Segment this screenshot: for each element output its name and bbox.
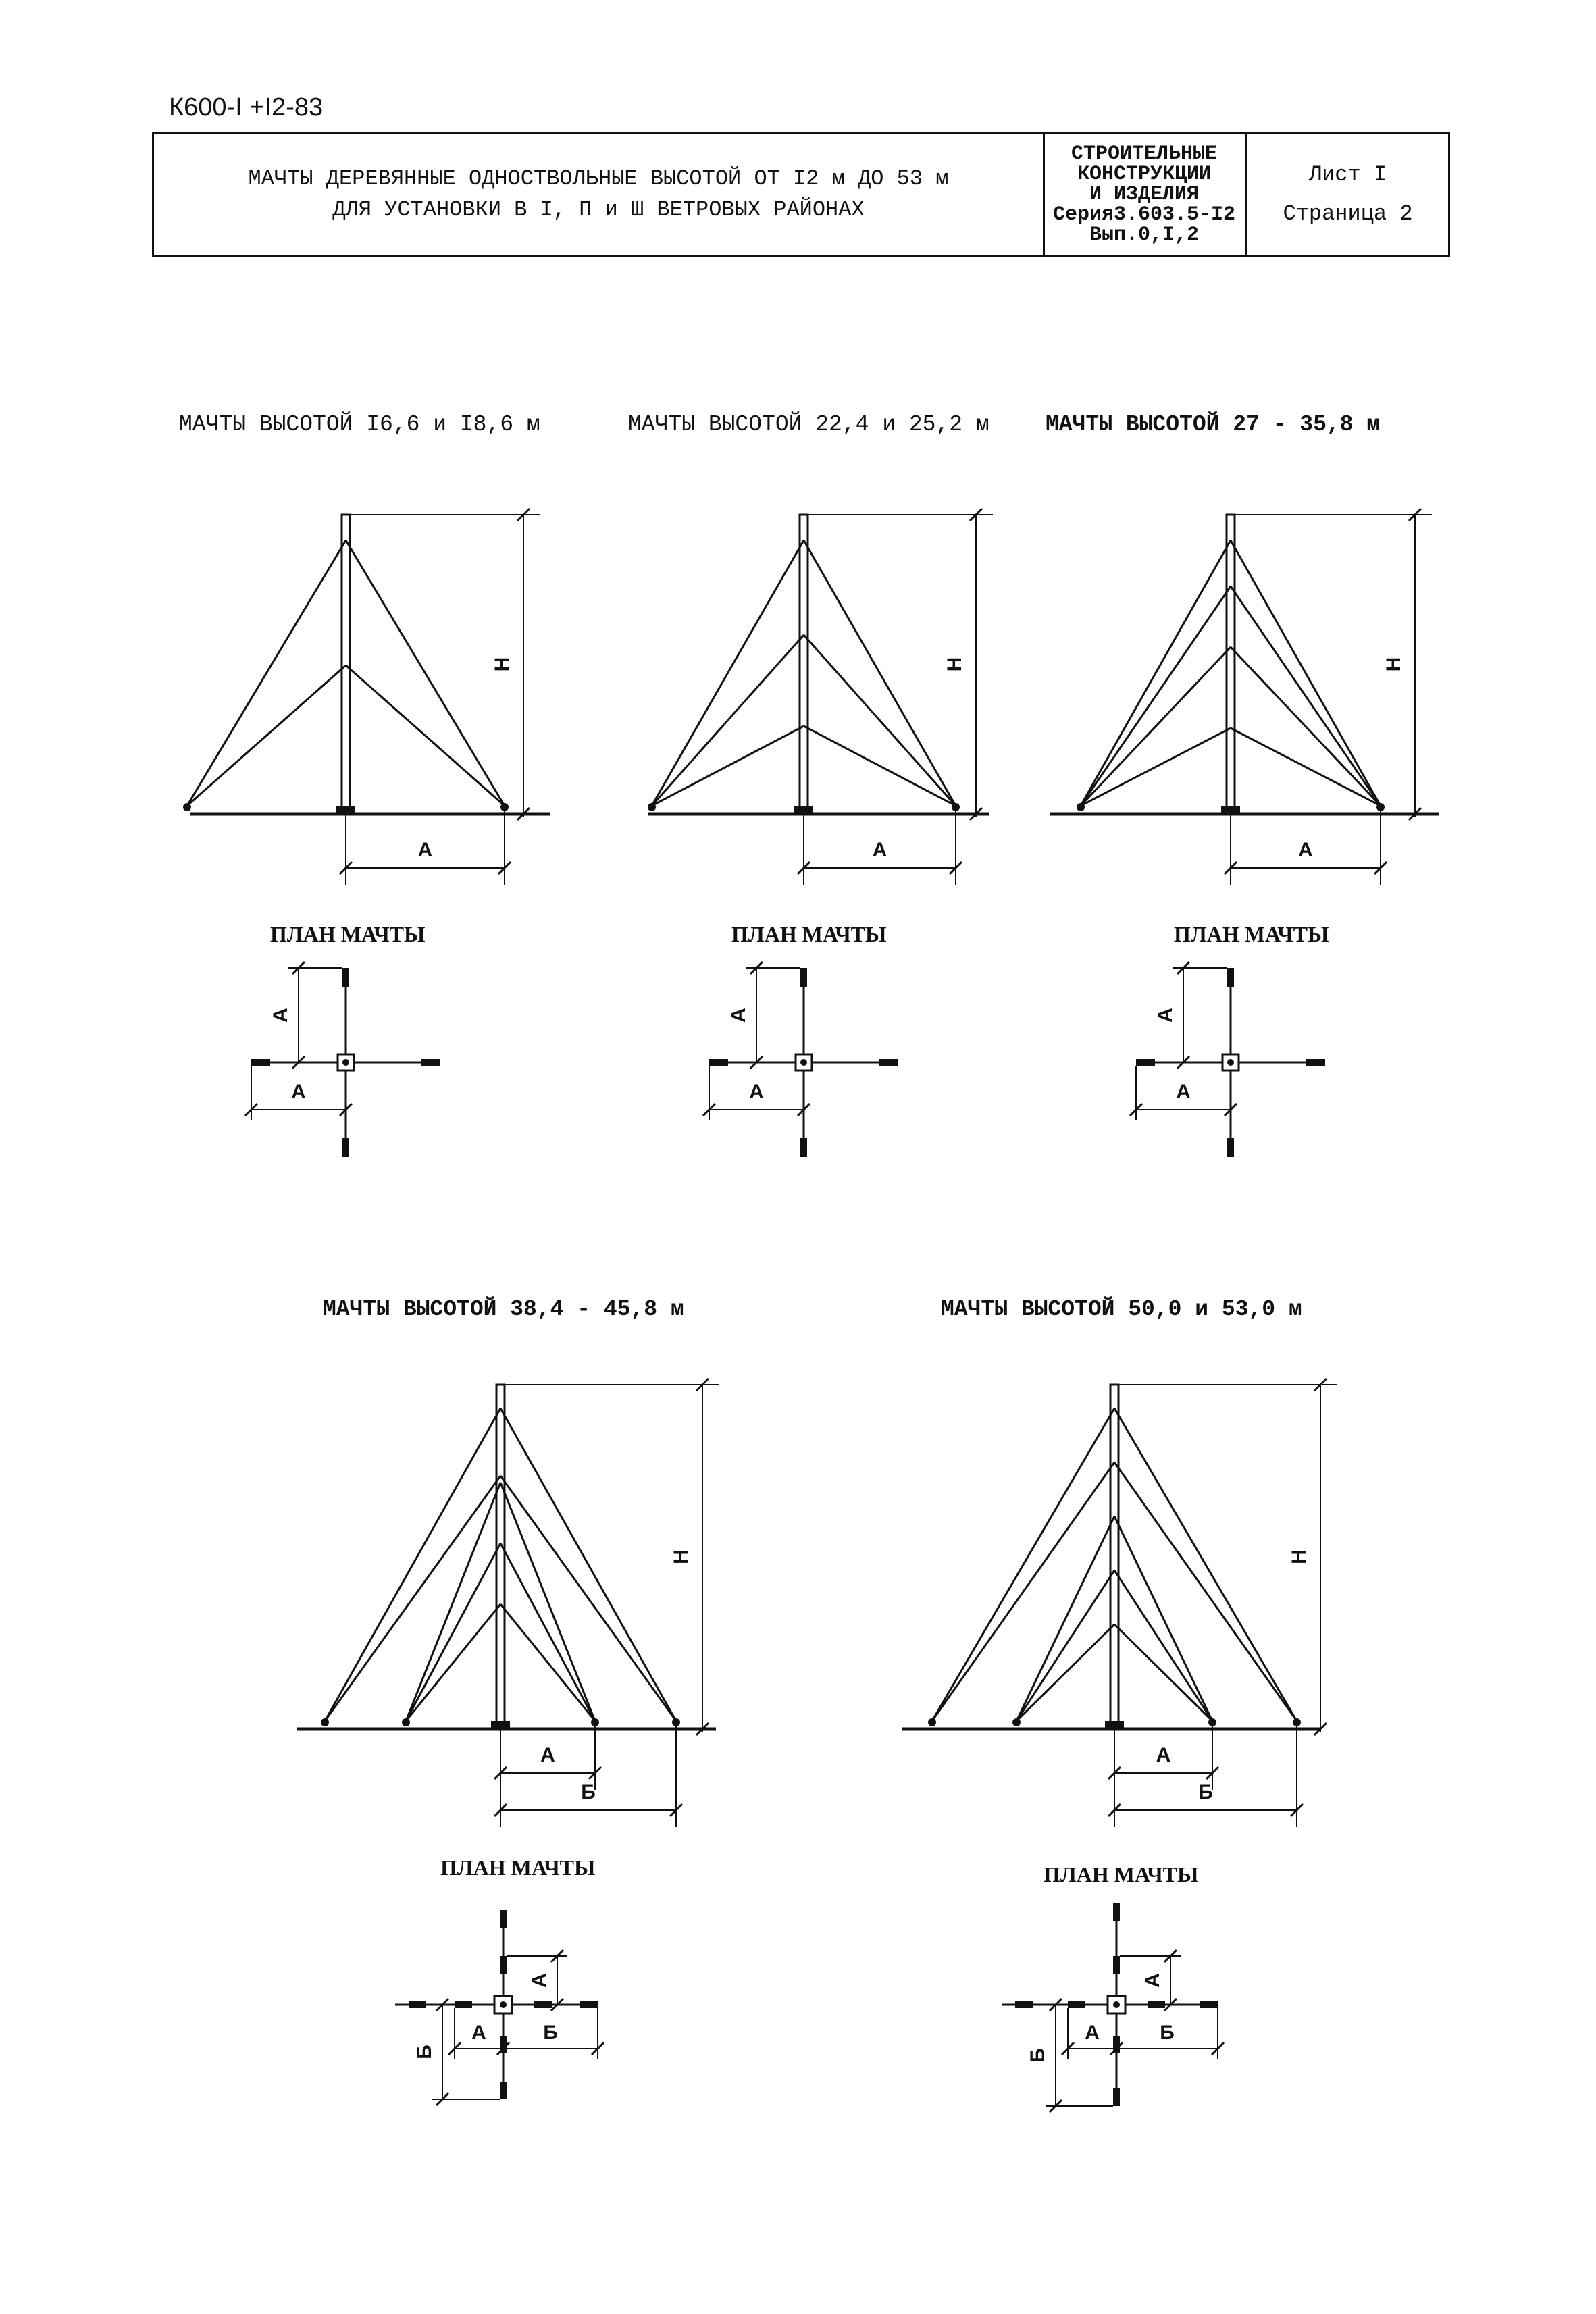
plan-anchor	[800, 1138, 807, 1157]
plan-anchor	[580, 2001, 598, 2008]
guy-wire	[1114, 1516, 1212, 1721]
plan-distance-a-label: А	[527, 1973, 550, 1988]
guy-wire	[1114, 1624, 1212, 1721]
guy-anchor	[402, 1718, 410, 1726]
plan-3-caption: ПЛАН МАЧТЫ	[1174, 922, 1329, 946]
guy-wire	[325, 1408, 500, 1721]
plan-anchor	[1113, 2088, 1120, 2106]
plan-anchor	[709, 1059, 728, 1066]
plan-anchor	[1068, 2001, 1085, 2008]
guy-wire	[932, 1462, 1114, 1721]
plan-distance-a-label: А	[269, 1008, 292, 1023]
plan-distance-a-label: А	[1154, 1008, 1177, 1023]
distance-a-label: А	[417, 838, 433, 861]
plan-anchor	[455, 2001, 472, 2008]
title-line-1: МАЧТЫ ДЕРЕВЯННЫЕ ОДНОСТВОЛЬНЫЕ ВЫСОТОЙ ОТ I2 м ДО 53 м	[248, 165, 949, 191]
plan-anchor	[879, 1059, 898, 1066]
distance-a-label: А	[540, 1743, 555, 1766]
guy-wire	[1231, 647, 1381, 806]
series-line-3: И ИЗДЕЛИЯ	[1089, 182, 1200, 206]
series-line-1: СТРОИТЕЛЬНЫЕ	[1071, 142, 1218, 165]
plan-4-caption: ПЛАН МАЧТЫ	[440, 1855, 596, 1880]
guy-wire	[1231, 586, 1381, 806]
mast-pole	[1227, 515, 1235, 814]
mast-pole	[342, 515, 350, 814]
height-label: H	[1287, 1549, 1310, 1564]
plan-anchor	[421, 1059, 440, 1066]
plan-anchor	[1113, 1903, 1120, 1921]
plan-distance-b-label: Б	[413, 2045, 436, 2059]
height-label: H	[1382, 657, 1405, 672]
plan-anchor	[500, 2082, 507, 2099]
distance-a-label: А	[1298, 838, 1313, 861]
guy-wire	[804, 635, 956, 806]
height-label: H	[490, 657, 513, 672]
plan-distance-a-label: А	[471, 2021, 486, 2044]
series-line-5: Вып.0,I,2	[1089, 223, 1200, 247]
guy-wire	[500, 1604, 595, 1721]
guy-wire	[325, 1476, 500, 1721]
guy-anchor	[672, 1718, 680, 1726]
height-label: H	[669, 1549, 692, 1564]
guy-wire	[500, 1483, 595, 1721]
series-line-4: Серия3.603.5-I2	[1052, 203, 1236, 226]
guy-anchor	[591, 1718, 599, 1726]
distance-b-label: Б	[581, 1780, 596, 1803]
plan-distance-b-label: Б	[1026, 2048, 1049, 2063]
guy-wire	[1016, 1570, 1114, 1721]
guy-wire	[406, 1543, 500, 1721]
plan-2-caption: ПЛАН МАЧТЫ	[731, 922, 887, 946]
plan-1-caption: ПЛАН МАЧТЫ	[270, 922, 426, 946]
distance-a-label: А	[1156, 1743, 1171, 1766]
diagram-1-caption: МАЧТЫ ВЫСОТОЙ I6,6 и I8,6 м	[179, 412, 540, 437]
plan-anchor	[251, 1059, 270, 1066]
plan-anchor	[1200, 2001, 1218, 2008]
plan-anchor	[342, 968, 349, 987]
guy-wire	[187, 540, 346, 806]
plan-anchor	[500, 1910, 507, 1928]
plan-anchor	[534, 2001, 552, 2008]
guy-anchor	[648, 803, 656, 811]
distance-b-label: Б	[1198, 1780, 1213, 1803]
plan-anchor	[1227, 1138, 1234, 1157]
plan-distance-a-label: А	[1141, 1973, 1164, 1988]
mast-pole	[800, 515, 808, 814]
diagram-5-caption: МАЧТЫ ВЫСОТОЙ 50,0 и 53,0 м	[941, 1297, 1302, 1322]
mast-base	[794, 806, 813, 814]
plan-anchor	[1227, 968, 1234, 987]
plan-anchor	[1136, 1059, 1155, 1066]
guy-wire	[500, 1476, 676, 1721]
plan-distance-a-label: А	[749, 1080, 764, 1103]
distance-a-label: А	[872, 838, 887, 861]
diagram-2-caption: МАЧТЫ ВЫСОТОЙ 22,4 и 25,2 м	[628, 412, 989, 437]
guy-anchor	[321, 1718, 329, 1726]
mast-base	[491, 1721, 510, 1729]
guy-anchor	[1077, 803, 1085, 811]
plan-mast-center	[342, 1059, 349, 1066]
guy-anchor	[183, 803, 191, 811]
plan-anchor	[342, 1138, 349, 1157]
mast-pole	[496, 1385, 505, 1729]
guy-anchor	[1293, 1718, 1301, 1726]
mast-pole	[1110, 1385, 1118, 1729]
plan-mast-center	[800, 1059, 807, 1066]
height-label: H	[943, 657, 966, 672]
guy-wire	[500, 1543, 595, 1721]
plan-distance-a-label: А	[1176, 1080, 1191, 1103]
guy-anchor	[952, 803, 960, 811]
guy-anchor	[928, 1718, 936, 1726]
guy-wire	[187, 665, 346, 806]
plan-anchor	[1113, 1956, 1120, 1974]
guy-wire	[1081, 647, 1231, 806]
guy-wire	[406, 1483, 500, 1721]
series-line-2: КОНСТРУКЦИИ	[1077, 162, 1212, 186]
mast-base	[1221, 806, 1240, 814]
plan-mast-center	[1113, 2001, 1120, 2008]
mast-base	[1105, 1721, 1124, 1729]
guy-wire	[346, 540, 505, 806]
plan-distance-b-label: Б	[543, 2021, 558, 2044]
guy-wire	[652, 635, 804, 806]
plan-anchor	[1015, 2001, 1033, 2008]
diagram-4-caption: МАЧТЫ ВЫСОТОЙ 38,4 - 45,8 м	[323, 1297, 684, 1322]
guy-wire	[406, 1604, 500, 1721]
title-line-2: ДЛЯ УСТАНОВКИ В I, П и Ш ВЕТРОВЫХ РАЙОНАХ	[332, 197, 865, 222]
guy-wire	[1114, 1408, 1297, 1721]
plan-distance-a-label: А	[1085, 2021, 1100, 2044]
plan-anchor	[500, 1956, 507, 1974]
plan-anchor	[409, 2001, 426, 2008]
guy-wire	[346, 665, 505, 806]
guy-anchor	[1012, 1718, 1021, 1726]
document-code: К600-I +I2-83	[169, 93, 324, 122]
plan-mast-center	[500, 2001, 507, 2008]
mast-base	[336, 806, 355, 814]
guy-wire	[1114, 1570, 1212, 1721]
guy-anchor	[1208, 1718, 1216, 1726]
guy-wire	[1114, 1462, 1297, 1721]
guy-wire	[1016, 1516, 1114, 1721]
guy-anchor	[1376, 803, 1385, 811]
guy-wire	[1016, 1624, 1114, 1721]
plan-mast-center	[1227, 1059, 1234, 1066]
guy-anchor	[500, 803, 509, 811]
guy-wire	[1081, 586, 1231, 806]
plan-distance-a-label: А	[291, 1080, 306, 1103]
guy-wire	[500, 1408, 676, 1721]
plan-anchor	[800, 968, 807, 987]
plan-5-caption: ПЛАН МАЧТЫ	[1044, 1862, 1199, 1886]
guy-wire	[932, 1408, 1114, 1721]
plan-distance-a-label: А	[727, 1008, 750, 1023]
plan-distance-b-label: Б	[1160, 2021, 1175, 2044]
diagram-3-caption: МАЧТЫ ВЫСОТОЙ 27 - 35,8 м	[1046, 412, 1381, 437]
plan-anchor	[1306, 1059, 1325, 1066]
page-number: Страница 2	[1283, 201, 1413, 226]
sheet-number: Лист I	[1308, 161, 1387, 187]
plan-anchor	[1148, 2001, 1165, 2008]
